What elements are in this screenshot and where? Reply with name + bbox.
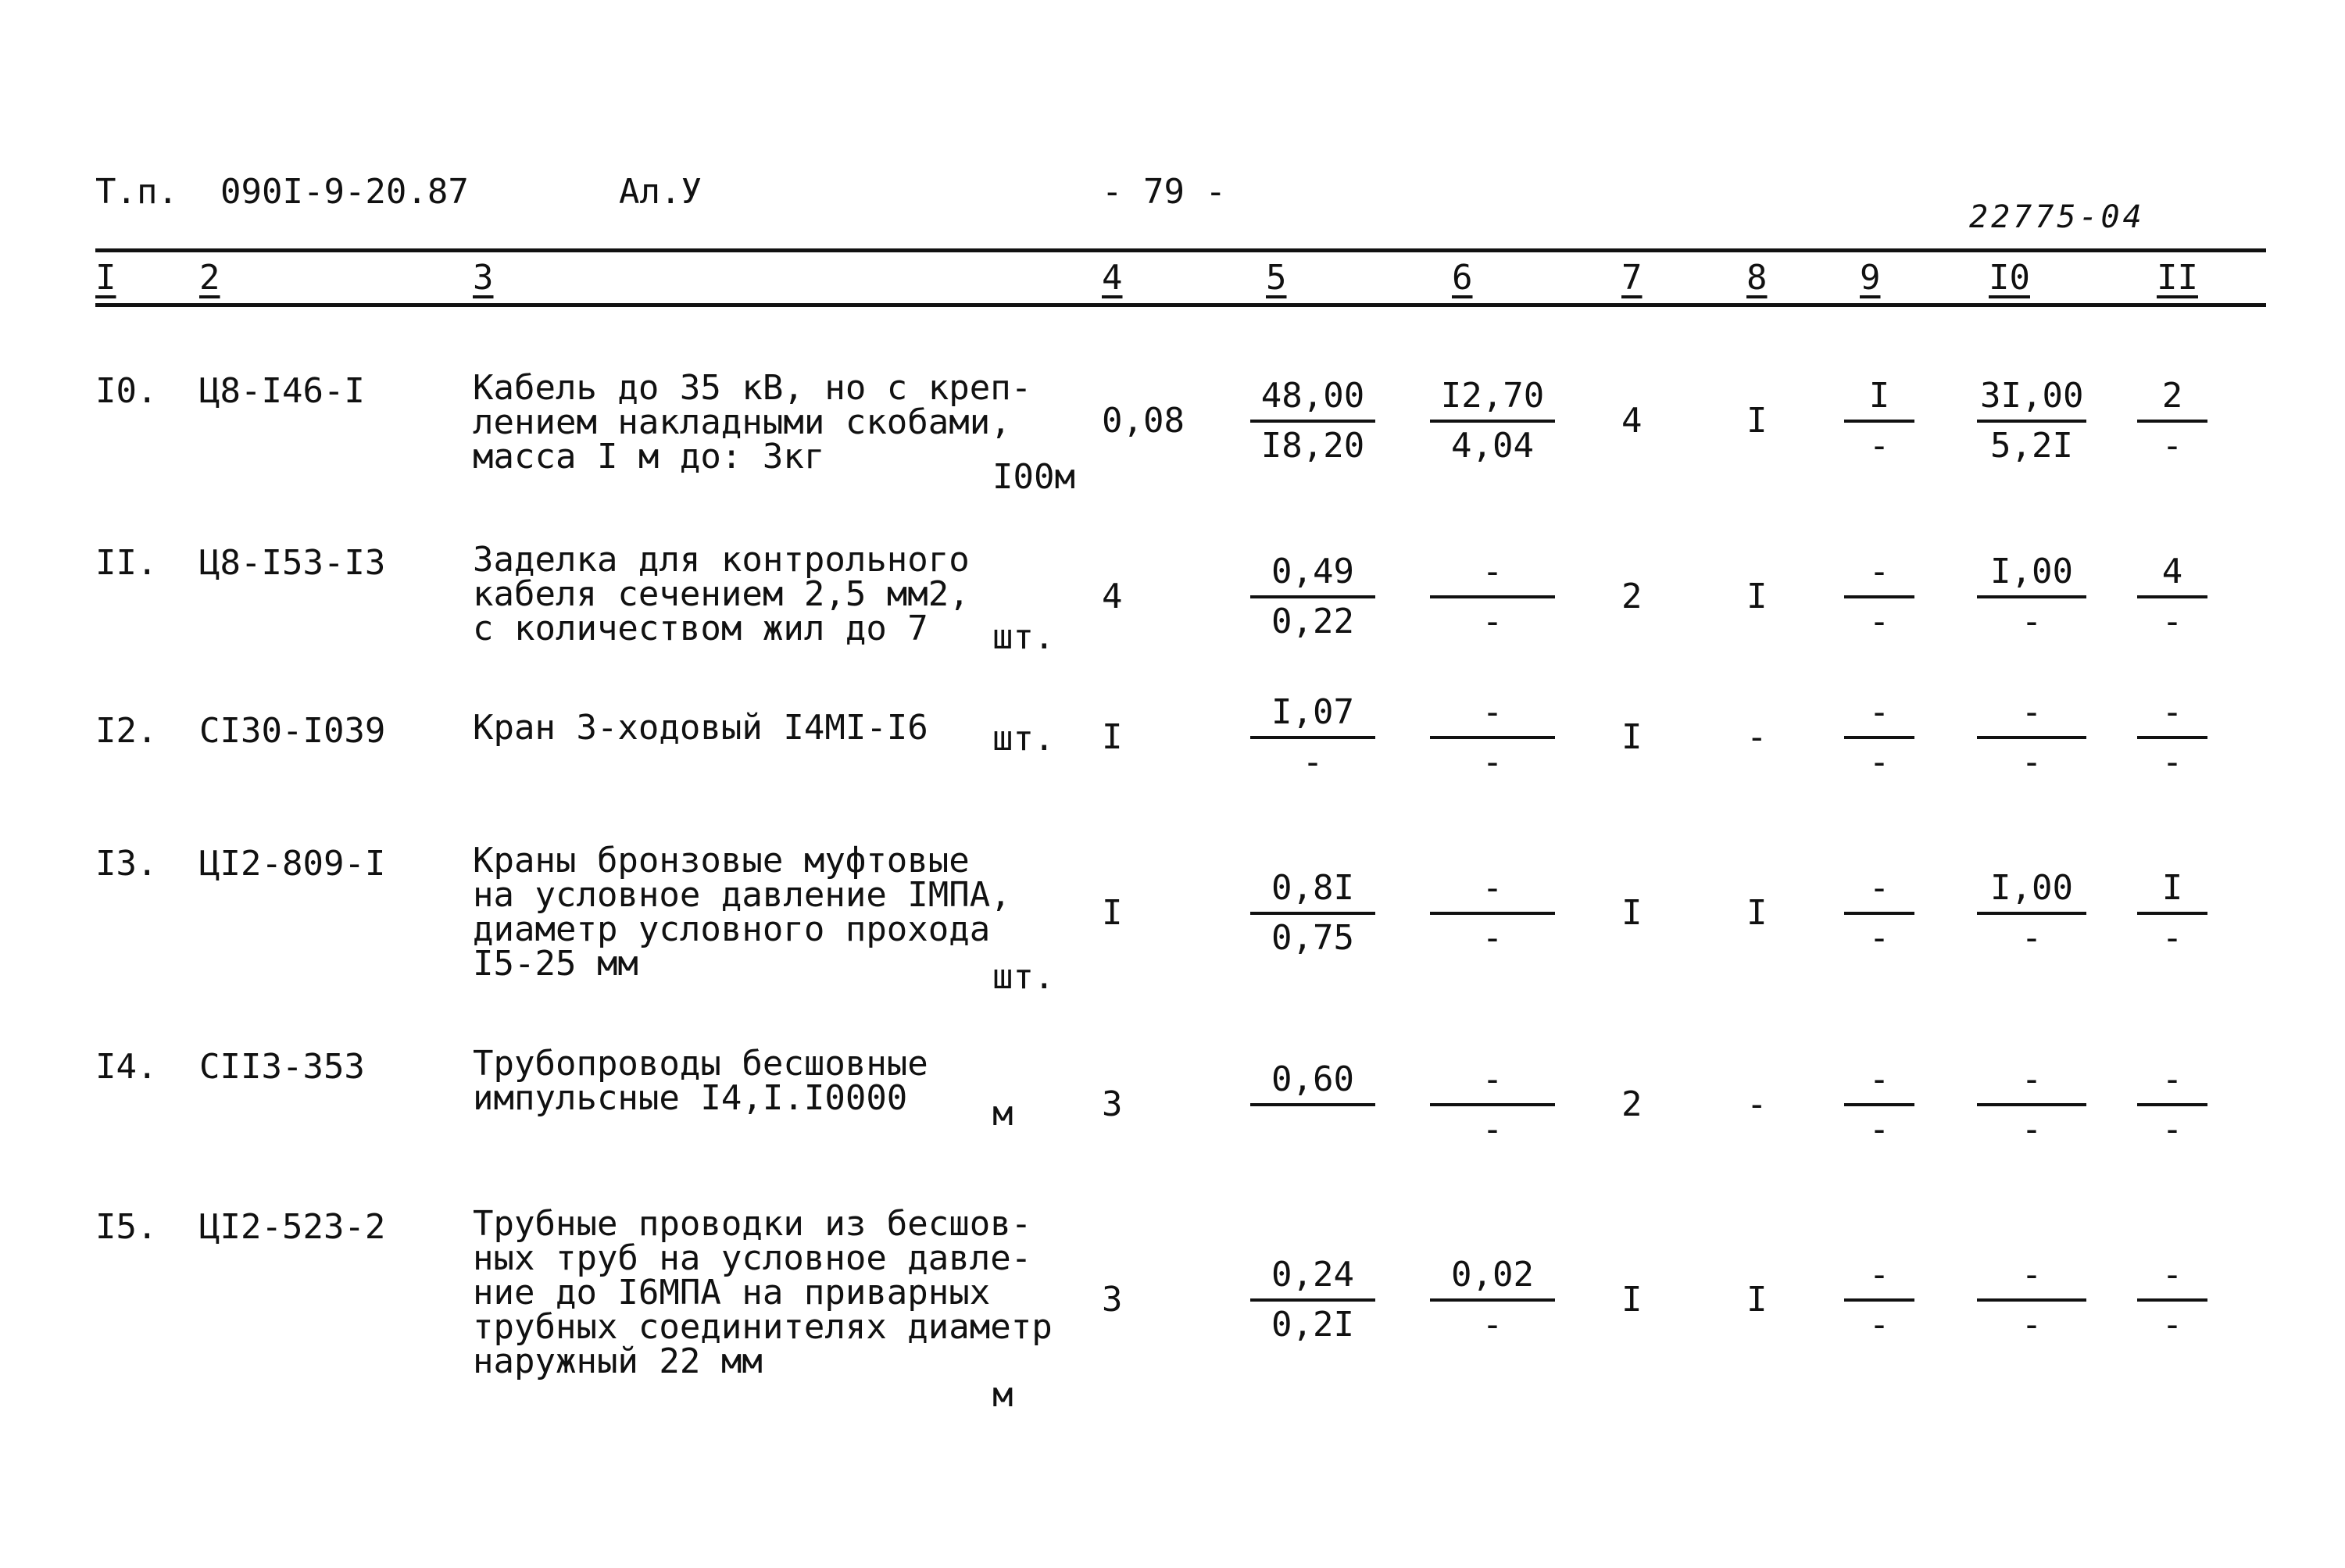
- col6-value: [1430, 1056, 1555, 1153]
- col9-value-denominator: -: [1868, 602, 1890, 641]
- col6-value-numerator: -: [1430, 689, 1555, 739]
- col6-value: [1430, 548, 1555, 645]
- col9-value: [1844, 1252, 1914, 1348]
- col10-value-numerator: -: [1977, 1056, 2086, 1106]
- col6-value-denominator: -: [1482, 602, 1503, 641]
- col8-value: I: [1746, 1280, 1768, 1320]
- col6-value: [1430, 1252, 1555, 1348]
- quantity: 0,08: [1102, 401, 1185, 441]
- quantity: 4: [1102, 577, 1123, 616]
- col5-value-denominator: 0,2I: [1271, 1305, 1354, 1345]
- col11-value-numerator: -: [2137, 1252, 2207, 1302]
- rate-code: СI30-I039: [199, 711, 386, 751]
- col9-value-denominator: -: [1868, 1305, 1890, 1345]
- col10-value: [1977, 548, 2086, 645]
- col11-value-numerator: -: [2137, 689, 2207, 739]
- col9-value: [1844, 548, 1914, 645]
- column-number-7: 7: [1621, 258, 1643, 298]
- row-number: I5.: [95, 1207, 158, 1247]
- col9-value-numerator: -: [1844, 689, 1914, 739]
- rate-code: ЦI2-809-I: [199, 844, 386, 884]
- col10-value-numerator: 3I,00: [1977, 373, 2086, 423]
- column-number-2: 2: [199, 258, 220, 298]
- quantity: 3: [1102, 1084, 1123, 1124]
- col9-value: [1844, 689, 1914, 786]
- column-number-6: 6: [1452, 258, 1473, 298]
- col11-value-denominator: -: [2161, 1305, 2183, 1345]
- col6-value-denominator: -: [1482, 918, 1503, 958]
- col7-value: I: [1621, 717, 1643, 757]
- col11-value-denominator: -: [2161, 918, 2183, 958]
- col10-value-numerator: I,00: [1977, 548, 2086, 598]
- col10-value-denominator: -: [2021, 742, 2043, 782]
- col6-value-numerator: -: [1430, 1056, 1555, 1106]
- col10-value-numerator: -: [1977, 689, 2086, 739]
- album-label: Ал.У: [619, 172, 702, 212]
- col6-value-numerator: 0,02: [1430, 1252, 1555, 1302]
- unit-of-measure: шт.: [992, 719, 1055, 759]
- column-number-5: 5: [1266, 258, 1287, 298]
- col5-value-numerator: 0,8I: [1250, 865, 1375, 915]
- col6-value-denominator: 4,04: [1451, 426, 1534, 466]
- col10-value-numerator: I,00: [1977, 865, 2086, 915]
- header-bottom-rule: [95, 303, 2266, 307]
- col11-value: [2137, 373, 2207, 470]
- col10-value-numerator: -: [1977, 1252, 2086, 1302]
- quantity: 3: [1102, 1280, 1123, 1320]
- col11-value-denominator: -: [2161, 1109, 2183, 1149]
- unit-of-measure: м: [992, 1375, 1013, 1415]
- col9-value-denominator: -: [1868, 918, 1890, 958]
- row-number: I0.: [95, 371, 158, 411]
- col5-value-denominator: 0,22: [1271, 602, 1354, 641]
- column-number-4: 4: [1102, 258, 1123, 298]
- col6-value: [1430, 373, 1555, 470]
- doc-number: 090I-9-20.87: [220, 172, 469, 212]
- page-number: - 79 -: [1102, 172, 1226, 212]
- col11-value: [2137, 1252, 2207, 1348]
- col7-value: 2: [1621, 577, 1643, 616]
- work-description: Заделка для контрольного кабеля сечением 2,5 мм2, с количеством жил до 7: [473, 540, 970, 648]
- col6-value-denominator: -: [1482, 1109, 1503, 1149]
- col10-value-denominator: -: [2021, 918, 2043, 958]
- col8-value: -: [1746, 717, 1768, 757]
- rate-code: ЦI2-523-2: [199, 1207, 386, 1247]
- col9-value-numerator: -: [1844, 1252, 1914, 1302]
- col10-value-denominator: -: [2021, 1109, 2043, 1149]
- col8-value: I: [1746, 401, 1768, 441]
- col8-value: -: [1746, 1084, 1768, 1124]
- col9-value-numerator: -: [1844, 1056, 1914, 1106]
- col7-value: 2: [1621, 1084, 1643, 1124]
- col11-value: [2137, 548, 2207, 645]
- col5-value-denominator: -: [1302, 742, 1324, 782]
- col9-value: [1844, 1056, 1914, 1153]
- work-description: Трубопроводы бесшовные импульсные I4,I.I0000: [473, 1044, 928, 1118]
- col7-value: I: [1621, 1280, 1643, 1320]
- col11-value: [2137, 865, 2207, 962]
- col11-value-numerator: 2: [2137, 373, 2207, 423]
- header-top-rule: [95, 248, 2266, 252]
- col6-value-denominator: -: [1482, 1305, 1503, 1345]
- col10-value: [1977, 689, 2086, 786]
- col11-value: [2137, 689, 2207, 786]
- row-number: II.: [95, 543, 158, 583]
- col9-value-numerator: -: [1844, 865, 1914, 915]
- col5-value-numerator: 0,49: [1250, 548, 1375, 598]
- column-number-10: I0: [1989, 258, 2030, 298]
- col10-value: [1977, 865, 2086, 962]
- unit-of-measure: I00м: [992, 457, 1075, 497]
- work-description: Кабель до 35 кВ, но с креп- лением накладными скобами, масса I м до: 3кг: [473, 368, 1032, 477]
- col7-value: I: [1621, 893, 1643, 933]
- col6-value-numerator: I2,70: [1430, 373, 1555, 423]
- rate-code: Ц8-I53-I3: [199, 543, 386, 583]
- rate-code: СII3-353: [199, 1047, 365, 1087]
- col11-value-numerator: 4: [2137, 548, 2207, 598]
- col9-value-numerator: -: [1844, 548, 1914, 598]
- col9-value: [1844, 865, 1914, 962]
- col10-value: [1977, 1252, 2086, 1348]
- column-number-11: II: [2157, 258, 2198, 298]
- col9-value: [1844, 373, 1914, 470]
- col6-value-numerator: -: [1430, 548, 1555, 598]
- col7-value: 4: [1621, 401, 1643, 441]
- column-number-1: I: [95, 258, 116, 298]
- col8-value: I: [1746, 893, 1768, 933]
- col9-value-numerator: I: [1844, 373, 1914, 423]
- col11-value-denominator: -: [2161, 602, 2183, 641]
- doc-tp-label: Т.п.: [95, 172, 178, 212]
- col6-value: [1430, 689, 1555, 786]
- quantity: I: [1102, 717, 1123, 757]
- col10-value: [1977, 373, 2086, 470]
- col5-value: [1250, 865, 1375, 962]
- column-number-3: 3: [473, 258, 494, 298]
- col11-value-denominator: -: [2161, 426, 2183, 466]
- col9-value-denominator: -: [1868, 426, 1890, 466]
- unit-of-measure: шт.: [992, 957, 1055, 997]
- col5-value-denominator: [1250, 1106, 1375, 1150]
- unit-of-measure: м: [992, 1094, 1013, 1134]
- quantity: I: [1102, 893, 1123, 933]
- col5-value-denominator: I8,20: [1260, 426, 1365, 466]
- col9-value-denominator: -: [1868, 742, 1890, 782]
- col11-value-denominator: -: [2161, 742, 2183, 782]
- rate-code: Ц8-I46-I: [199, 371, 365, 411]
- col5-value: [1250, 1056, 1375, 1150]
- col5-value: [1250, 689, 1375, 786]
- work-description: Трубные проводки из бесшов- ных труб на условное давле- ние до I6МПА на приварных трубных соединителях диаметр наружный 22 мм: [473, 1204, 1053, 1381]
- col6-value: [1430, 865, 1555, 962]
- col10-value-denominator: -: [2021, 602, 2043, 641]
- col11-value: [2137, 1056, 2207, 1153]
- col5-value-numerator: 0,60: [1250, 1056, 1375, 1106]
- col5-value: [1250, 548, 1375, 645]
- col5-value: [1250, 1252, 1375, 1348]
- col10-value: [1977, 1056, 2086, 1153]
- col10-value-denominator: -: [2021, 1305, 2043, 1345]
- col6-value-denominator: -: [1482, 742, 1503, 782]
- column-number-9: 9: [1860, 258, 1881, 298]
- col5-value-denominator: 0,75: [1271, 918, 1354, 958]
- column-number-8: 8: [1746, 258, 1768, 298]
- col10-value-denominator: 5,2I: [1990, 426, 2073, 466]
- col8-value: I: [1746, 577, 1768, 616]
- col5-value-numerator: 0,24: [1250, 1252, 1375, 1302]
- col5-value-numerator: I,07: [1250, 689, 1375, 739]
- col5-value-numerator: 48,00: [1250, 373, 1375, 423]
- col11-value-numerator: I: [2137, 865, 2207, 915]
- col11-value-numerator: -: [2137, 1056, 2207, 1106]
- col6-value-numerator: -: [1430, 865, 1555, 915]
- unit-of-measure: шт.: [992, 617, 1055, 657]
- work-description: Краны бронзовые муфтовые на условное давление IМПА, диаметр условного прохода I5-25 мм: [473, 841, 1011, 984]
- col5-value: [1250, 373, 1375, 470]
- archive-number: 22775-04: [1969, 199, 2145, 235]
- row-number: I2.: [95, 711, 158, 751]
- row-number: I3.: [95, 844, 158, 884]
- col9-value-denominator: -: [1868, 1109, 1890, 1149]
- work-description: Кран 3-ходовый I4МI-I6: [473, 708, 928, 748]
- row-number: I4.: [95, 1047, 158, 1087]
